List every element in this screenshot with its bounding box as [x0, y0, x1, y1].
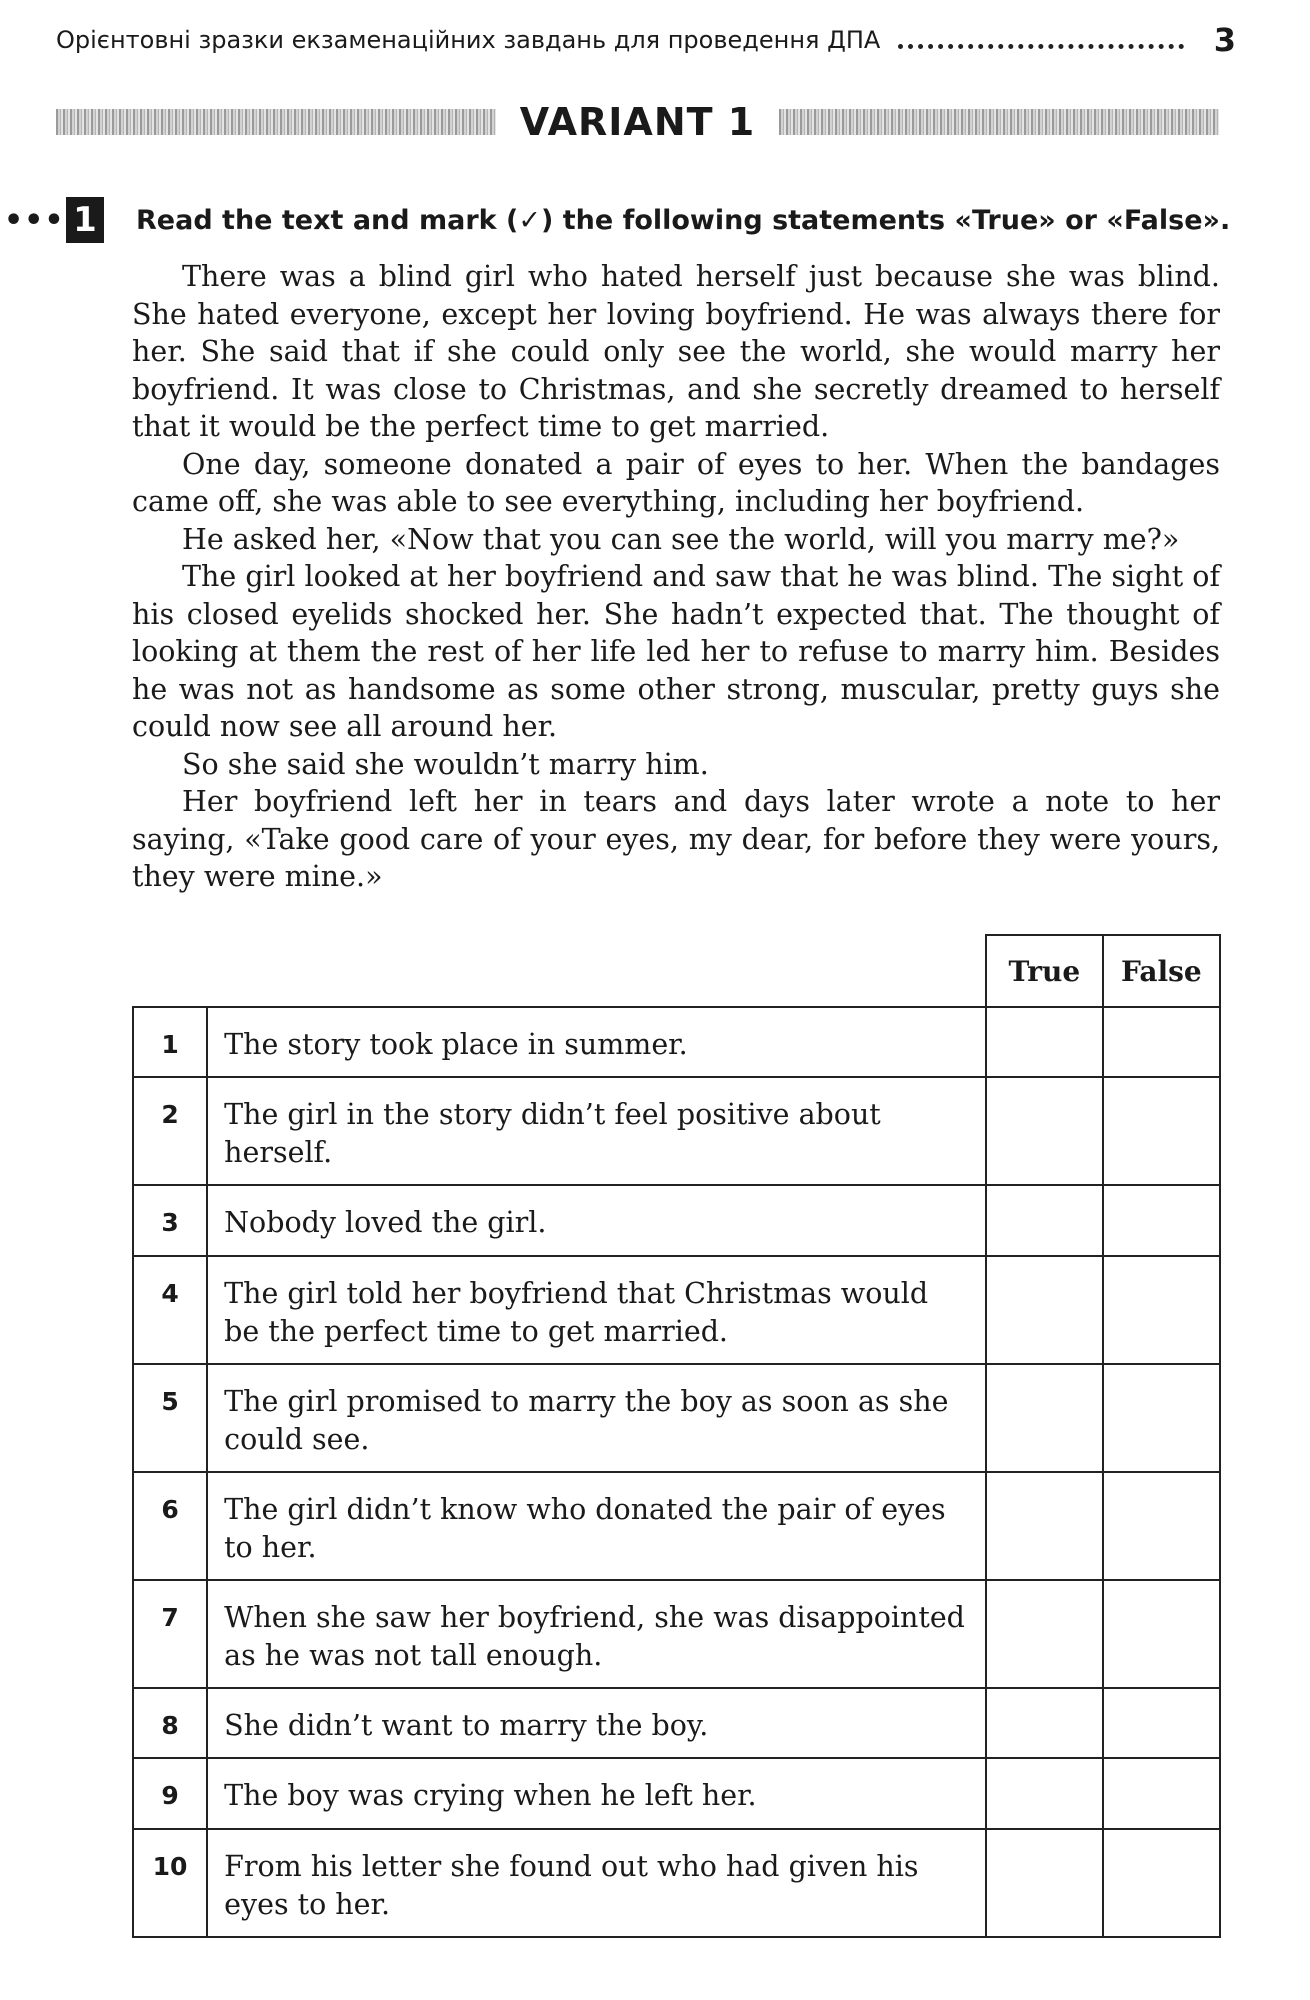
- true-false-table: [132, 934, 1221, 1938]
- task-number: 1: [66, 197, 104, 243]
- true-answer-cell[interactable]: [986, 1472, 1103, 1580]
- text-paragraph: Her boyfriend left her in tears and days later wrote a note to her saying, «Take good care of your eyes, my dear, for before they were yours, they were mine.»: [132, 785, 1220, 893]
- true-answer-cell[interactable]: [986, 1829, 1103, 1937]
- true-answer-cell[interactable]: [986, 1256, 1103, 1364]
- variant-label: VARIANT 1: [519, 100, 756, 144]
- false-answer-cell[interactable]: [1103, 1829, 1220, 1937]
- page-number: 3: [1213, 21, 1236, 59]
- false-answer-cell[interactable]: [1103, 1077, 1220, 1185]
- false-answer-cell[interactable]: [1103, 1256, 1220, 1364]
- table-row: [133, 1364, 1220, 1472]
- true-answer-cell[interactable]: [986, 1688, 1103, 1758]
- statement-number: 3: [133, 1185, 207, 1256]
- false-answer-cell[interactable]: [1103, 1688, 1220, 1758]
- false-answer-cell[interactable]: [1103, 1758, 1220, 1829]
- statement-text: When she saw her boyfriend, she was disappointed as he was not tall enough.: [207, 1580, 986, 1688]
- column-header-false: False: [1103, 935, 1220, 1007]
- table-row: [133, 1256, 1220, 1364]
- false-answer-cell[interactable]: [1103, 1364, 1220, 1472]
- page-header: [56, 18, 1236, 62]
- statement-number: 7: [133, 1580, 207, 1688]
- false-answer-cell[interactable]: [1103, 1472, 1220, 1580]
- table-row: [133, 1472, 1220, 1580]
- statement-text: Nobody loved the girl.: [207, 1185, 986, 1256]
- statement-text: She didn’t want to marry the boy.: [207, 1688, 986, 1758]
- table-row: [133, 1829, 1220, 1937]
- statement-number: 8: [133, 1688, 207, 1758]
- table-row: [133, 1688, 1220, 1758]
- table-row: [133, 1077, 1220, 1185]
- difficulty-dots: •••: [4, 202, 65, 238]
- statement-text: The girl didn’t know who donated the pair of eyes to her.: [207, 1472, 986, 1580]
- statement-number: 5: [133, 1364, 207, 1472]
- true-answer-cell[interactable]: [986, 1758, 1103, 1829]
- column-header-true: True: [986, 935, 1103, 1007]
- variant-heading: [56, 102, 1219, 142]
- false-answer-cell[interactable]: [1103, 1185, 1220, 1256]
- table-row: [133, 1580, 1220, 1688]
- table-row: [133, 1758, 1220, 1829]
- statement-text: The girl in the story didn’t feel positive about herself.: [207, 1077, 986, 1185]
- false-answer-cell[interactable]: [1103, 1007, 1220, 1077]
- table-header-row: [133, 935, 1220, 1007]
- task-heading: [0, 192, 1230, 248]
- text-paragraph: He asked her, «Now that you can see the world, will you marry me?»: [182, 522, 1180, 556]
- table-row: [133, 1185, 1220, 1256]
- variant-band-left: [56, 109, 496, 135]
- header-title: Орієнтовні зразки екзаменаційних завдань для проведення ДПА: [56, 26, 881, 54]
- true-answer-cell[interactable]: [986, 1077, 1103, 1185]
- variant-band-right: [779, 109, 1219, 135]
- text-paragraph: One day, someone donated a pair of eyes to her. When the bandages came off, she was able to see everything, including her boyfriend.: [132, 447, 1220, 518]
- statement-number: 6: [133, 1472, 207, 1580]
- statement-text: From his letter she found out who had given his eyes to her.: [207, 1829, 986, 1937]
- statement-text: The girl told her boyfriend that Christmas would be the perfect time to get married.: [207, 1256, 986, 1364]
- statement-text: The story took place in summer.: [207, 1007, 986, 1077]
- text-paragraph: So she said she wouldn’t marry him.: [182, 747, 709, 781]
- true-answer-cell[interactable]: [986, 1185, 1103, 1256]
- header-leader-dots: [898, 42, 1183, 49]
- false-answer-cell[interactable]: [1103, 1580, 1220, 1688]
- statement-text: The girl promised to marry the boy as soon as she could see.: [207, 1364, 986, 1472]
- statement-number: 1: [133, 1007, 207, 1077]
- statement-number: 4: [133, 1256, 207, 1364]
- statement-number: 10: [133, 1829, 207, 1937]
- true-answer-cell[interactable]: [986, 1580, 1103, 1688]
- reading-text: [132, 258, 1220, 896]
- statement-text: The boy was crying when he left her.: [207, 1758, 986, 1829]
- text-paragraph: There was a blind girl who hated herself just because she was blind. She hated everyone, except her loving boyfriend. He was always there for her. She said that if she could only see the world, she would marry her boyfriend. It was close to Christmas, and she secretly dreamed to herself that it would be the perfect time to get married.: [132, 260, 1220, 443]
- true-answer-cell[interactable]: [986, 1364, 1103, 1472]
- true-answer-cell[interactable]: [986, 1007, 1103, 1077]
- task-instruction: Read the text and mark (✓) the following statements «True» or «False».: [136, 204, 1231, 236]
- statement-number: 9: [133, 1758, 207, 1829]
- table-row: [133, 1007, 1220, 1077]
- statement-number: 2: [133, 1077, 207, 1185]
- text-paragraph: The girl looked at her boyfriend and saw that he was blind. The sight of his closed eyelids shocked her. She hadn’t expected that. The thought of looking at them the rest of her life led her to refuse to marry him. Besides he was not as handsome as some other strong, muscular, pretty guys she could now see all around her.: [132, 560, 1220, 743]
